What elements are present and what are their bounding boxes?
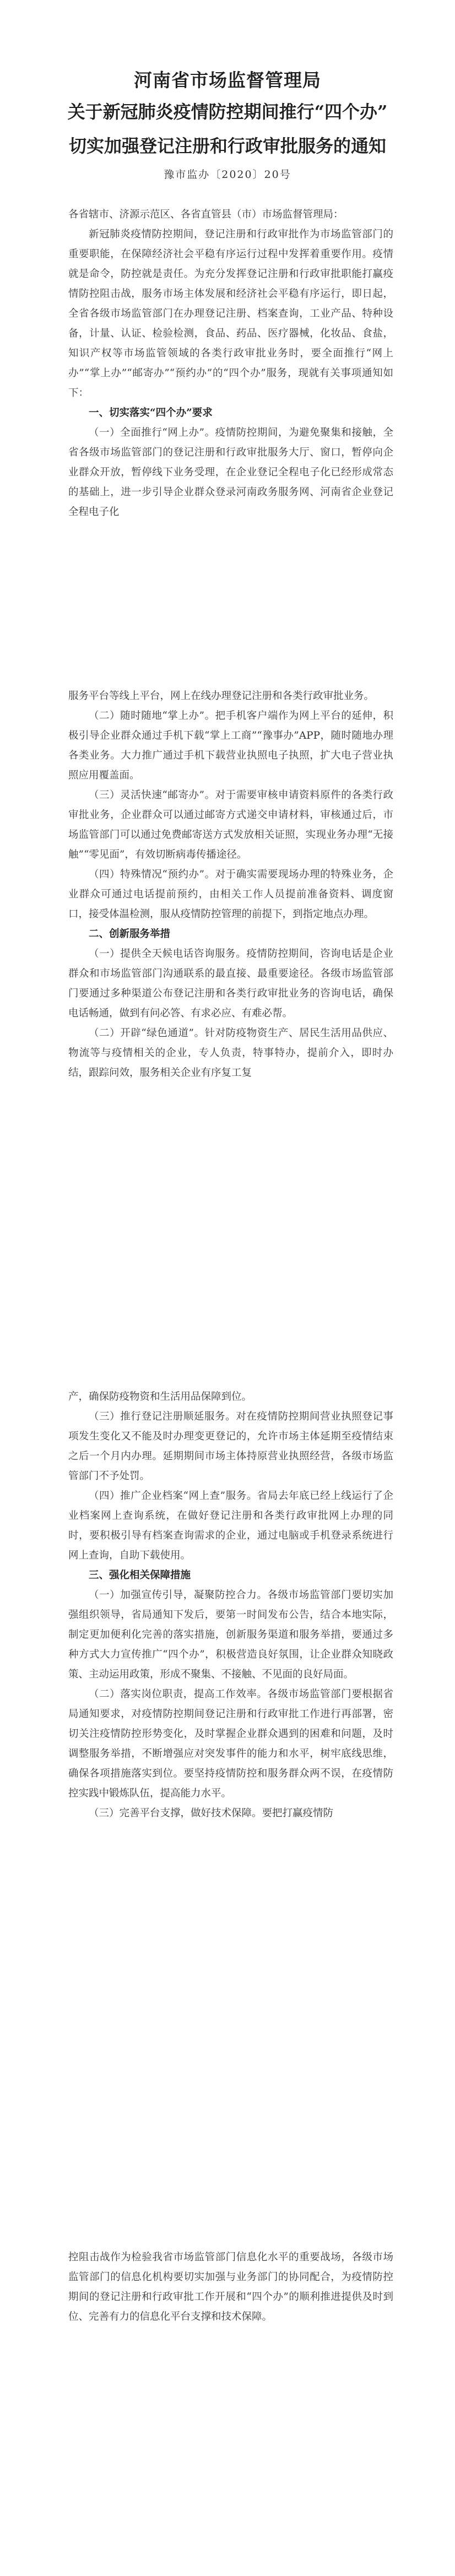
section-2-paragraph-1: （一）提供全天候电话咨询服务。疫情防控期间，咨询电话是企业群众和市场监管部门沟通联系的最直接、最重要途径。各级市场监管部门要通过多种渠道公布登记注册和各类行政审批业务的咨询电话，确保电话畅通，做到有问必答、有求必应、有难必帮。: [68, 948, 393, 1019]
section-1-paragraph-4: （四）特殊情况“预约办”。对于确实需要现场办理的特殊业务，企业群众可通过电话提前预约，由相关工作人员提前准备资料、调度窗口，接受体温检测，服从疫情防控管理的前提下，到指定地点办理。: [68, 869, 393, 920]
section-2-paragraph-2: （二）开辟“绿色通道”。针对防疫物资生产、居民生活用品供应、物流等与疫情相关的企业，专人负责，特事特办，提前介入，即时办结，跟踪问效，服务相关企业有序复工复: [68, 1027, 393, 1079]
section-1-paragraph-2: （二）随时随地“掌上办”。把手机客户端作为网上平台的延伸，积极引导企业群众通过手机下载“掌上工商”“豫事办”APP，随时随地办理各类业务。大力推广通过手机下载营业执照电子执照，扩大电子营业执照应用覆盖面。: [68, 710, 393, 781]
section-heading-2: 二、创新服务举措: [89, 928, 171, 940]
section-2-paragraph-2-continued: 产，确保防疫物资和生活用品保障到位。: [68, 1391, 252, 1403]
addressee: 各省辖市、济源示范区、各省直管县（市）市场监督管理局：: [68, 209, 344, 220]
section-1-paragraph-3: （三）灵活快速“邮寄办”。对于需要审核申请资料原件的各类行政审批业务，企业群众可以通过邮寄方式递交申请材料，审核通过后，市场监管部门可以通过免费邮寄送方式发放相关证照，实现业务办理“无接触”“零见面”，有效切断病毒传播途径。: [68, 789, 393, 861]
document-title-line-1: 关于新冠肺炎疫情防控期间推行“四个办”: [67, 101, 388, 122]
section-2-paragraph-4: （四）推广企业档案“网上查”服务。省局去年底已经上线运行了企业档案网上查询系统，在做好登记注册和各类行政审批网上办理的同时，要积极引导有档案查询需求的企业，通过电脑或手机登录系统进行网上查询，自助下载使用。: [68, 1490, 393, 1561]
intro-paragraph: 新冠肺炎疫情防控期间，登记注册和行政审批作为市场监管部门的重要职能，在保障经济社会平稳有序运行过程中发挥着重要作用。疫情就是命令，防控就是责任。为充分发挥登记注册和行政审批职能打赢疫情防控阻击战，服务市场主体发展和经济社会平稳有序运行，即日起，全省各级市场监管部门在办理登记注册、档案查询，工业产品、特种设备，计量、认证、检验检测，食品、药品、医疗器械，化妆品、食盐，知识产权等市场监管领域的各类行政审批业务时，要全面推行“网上办”“掌上办”“邮寄办”“预约办”的“四个办”服务，现就有关事项通知如下：: [68, 229, 393, 399]
section-1-paragraph-1-continued: 服务平台等线上平台，网上在线办理登记注册和各类行政审批业务。: [68, 690, 375, 702]
section-2-paragraph-3: （三）推行登记注册顺延服务。对在疫情防控期间营业执照登记事项发生变化又不能及时办理变更登记的，允许市场主体延期至疫情结束之后一个月内办理。延期期间市场主体持原营业执照经营，各级市场监管部门不予处罚。: [68, 1411, 393, 1482]
body-block-4: [68, 2248, 393, 2327]
document-title-line-2: 切实加强登记注册和行政审批服务的通知: [68, 136, 386, 156]
section-heading-1: 一、切实落实“四个办”要求: [89, 407, 213, 419]
section-3-paragraph-1: （一）加强宣传引导，凝聚防控合力。各级市场监管部门要切实加强组织领导，省局通知下发后，要第一时间发布公告，结合本地实际，制定更加便利化完善的落实措施，创新服务渠道和服务举措，要通过多种方式大力宣传推广“四个办”，积极营造良好氛围，让企业群众知晓政策、主动运用政策，形成不聚集、不接触、不见面的良好局面。: [68, 1589, 393, 1680]
section-heading-3: 三、强化相关保障措施: [89, 1570, 191, 1581]
section-3-paragraph-3-continued: 控阻击战作为检验我省市场监管部门信息化水平的重要战场，各级市场监管部门的信息化机构要切实加强与业务部门的协同配合，为疫情防控期间的登记注册和行政审批工作开展和“四个办”的顺利推进提供及时到位、完善有力的信息化平台支撑和技术保障。: [68, 2252, 393, 2323]
body-block-3: [68, 1387, 393, 1823]
section-3-paragraph-3: （三）完善平台支撑，做好技术保障。要把打赢疫情防: [89, 1807, 334, 1819]
section-1-paragraph-1: （一）全面推行“网上办”。疫情防控期间，为避免聚集和接触，全省各级市场监管部门的登记注册和行政审批服务大厅、窗口，暂停向企业群众开放，暂停线下业务受理，在企业登记全程电子化已经形成常态的基础上，进一步引导企业群众登录河南政务服务网、河南省企业登记全程电子化: [68, 427, 393, 518]
section-3-paragraph-2: （二）落实岗位职责，提高工作效率。各级市场监管部门要根据省局通知要求，对疫情防控期间登记注册和行政审批工作进行再部署，密切关注疫情防控形势变化，及时掌握企业群众遇到的困难和问题，及时调整服务举措，不断增强应对突发事件的能力和水平，树牢底线思维，确保各项措施落实到位。要坚持疫情防控和服务群众两不误，在疫情防控实践中锻炼队伍，提高能力水平。: [68, 1689, 393, 1799]
body-block-2: [68, 686, 393, 1083]
document-number: 豫市监办〔2020〕20号: [164, 169, 291, 181]
body-block-1: [68, 205, 393, 522]
issuer-name: 河南省市场监督管理局: [134, 69, 321, 91]
